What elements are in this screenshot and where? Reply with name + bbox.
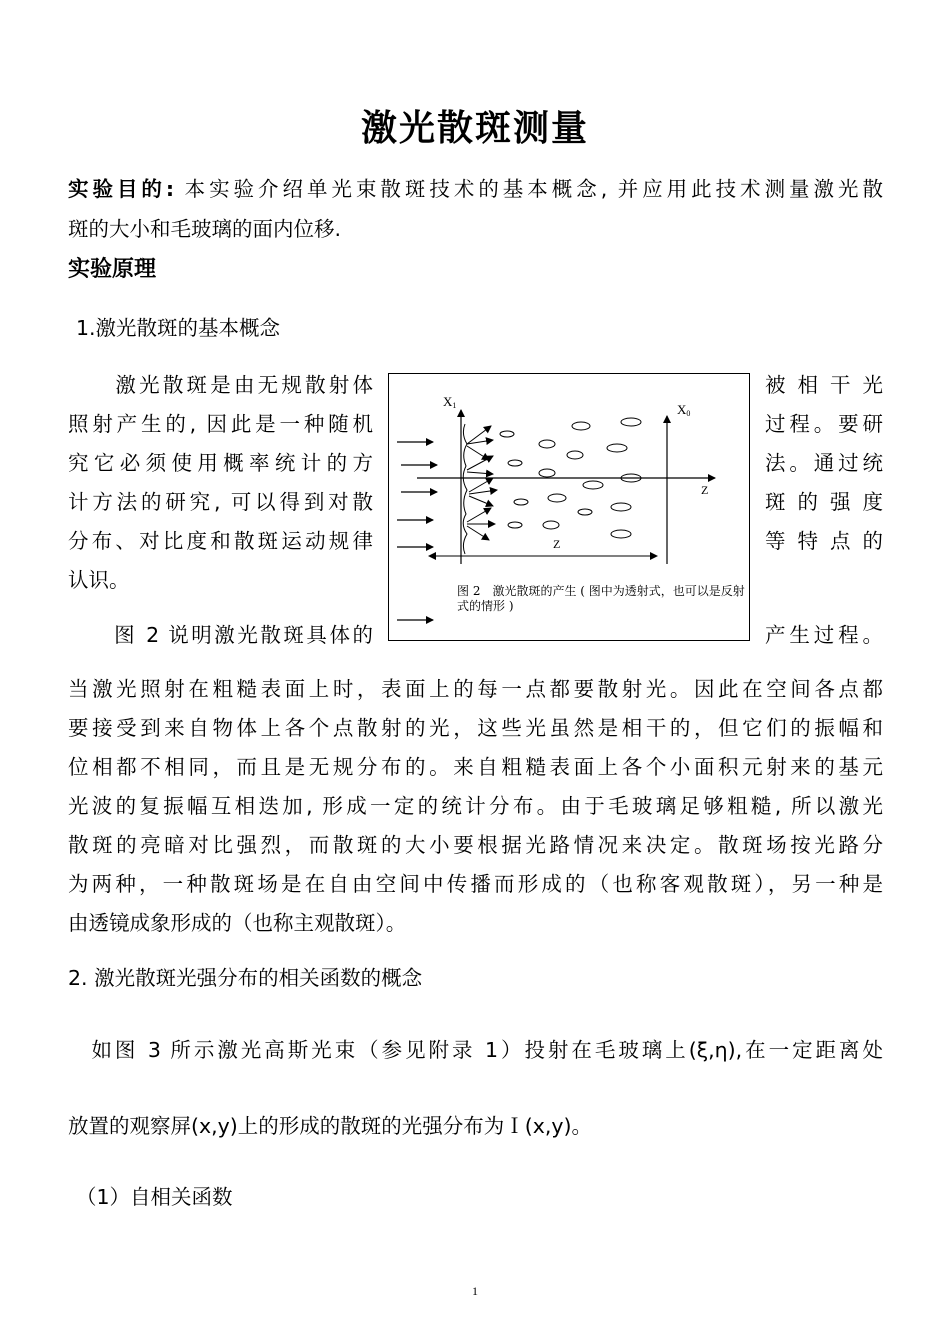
label-x1: X1 bbox=[443, 394, 457, 410]
section1-heading: 1.激光散斑的基本概念 bbox=[76, 316, 281, 340]
figure-caption: 图 2 激光散斑的产生 ( 图中为透射式，也可以是反射式的情形 ) bbox=[457, 584, 745, 613]
incident-beam-arrows bbox=[397, 442, 437, 620]
wrap-left-4: 计方法的研究, 可以得到对散 bbox=[68, 490, 373, 514]
wrap-right-3: 法。通过统 bbox=[765, 451, 883, 475]
wrap-left-7: 图 2 说明激光散斑具体的 bbox=[68, 623, 373, 647]
section2-heading: 2. 激光散斑光强分布的相关函数的概念 bbox=[68, 966, 423, 990]
para2-line-5: 散斑的亮暗对比强烈，而散斑的大小要根据光路情况来决定。散斑场按光路分 bbox=[68, 833, 883, 857]
page-number: 1 bbox=[472, 1284, 478, 1298]
wrap-right-1: 被相干光 bbox=[765, 373, 883, 397]
wrap-right-7: 产生过程。 bbox=[765, 623, 883, 647]
wrap-left-2: 照射产生的, 因此是一种随机 bbox=[68, 412, 373, 436]
para2-line-1: 当激光照射在粗糙表面上时，表面上的每一点都要散射光。因此在空间各点都 bbox=[68, 677, 883, 701]
wrap-right-2: 过程。要研 bbox=[765, 412, 883, 436]
label-z-axis: Z bbox=[701, 483, 709, 497]
subsection-heading: （1）自相关函数 bbox=[76, 1185, 233, 1209]
para2-line-6: 为两种，一种散斑场是在自由空间中传播而形成的（也称客观散斑），另一种是 bbox=[68, 872, 883, 896]
wrap-left-6: 认识。 bbox=[68, 568, 130, 592]
scattered-rays bbox=[467, 426, 497, 540]
purpose-line-1 bbox=[68, 177, 883, 201]
para2-line-4: 光波的复振幅互相迭加, 形成一定的统计分布。由于毛玻璃足够粗糙, 所以激光 bbox=[68, 794, 883, 818]
label-z-distance: Z bbox=[553, 537, 561, 551]
purpose-line-2: 斑的大小和毛玻璃的面内位移. bbox=[68, 217, 342, 241]
para3-line-1: 如图 3 所示激光高斯光束（参见附录 1）投射在毛玻璃上(ξ,η),在一定距离处 bbox=[68, 1038, 883, 1062]
label-x0: X0 bbox=[677, 402, 691, 418]
principle-heading: 实验原理 bbox=[68, 257, 157, 282]
para2-line-3: 位相都不相同，而且是无规分布的。来自粗糙表面上各个小面积元射来的基元 bbox=[68, 755, 883, 779]
wrap-left-3: 究它必须使用概率统计的方 bbox=[68, 451, 373, 475]
para2-line-7: 由透镜成象形成的（也称主观散斑）。 bbox=[68, 911, 407, 935]
figure-2 bbox=[388, 373, 750, 641]
purpose-label: 实验目的: bbox=[68, 177, 175, 201]
purpose-text-1: 本实验介绍单光束散斑技术的基本概念, 并应用此技术测量激光散 bbox=[174, 177, 883, 201]
wrap-right-4: 斑的强度 bbox=[765, 490, 883, 514]
para3-line-2: 放置的观察屏(x,y)上的形成的散斑的光强分布为Ｉ(x,y)。 bbox=[68, 1114, 593, 1138]
wrap-left-1: 激光散斑是由无规散射体 bbox=[68, 373, 373, 397]
page-title: 激光散斑测量 bbox=[360, 108, 589, 149]
para2-line-2: 要接受到来自物体上各个点散射的光，这些光虽然是相干的，但它们的振幅和 bbox=[68, 716, 883, 740]
wrap-right-5: 等特点的 bbox=[765, 529, 883, 553]
rough-surface bbox=[463, 424, 467, 554]
wrap-left-5: 分布、对比度和散斑运动规律 bbox=[68, 529, 373, 553]
